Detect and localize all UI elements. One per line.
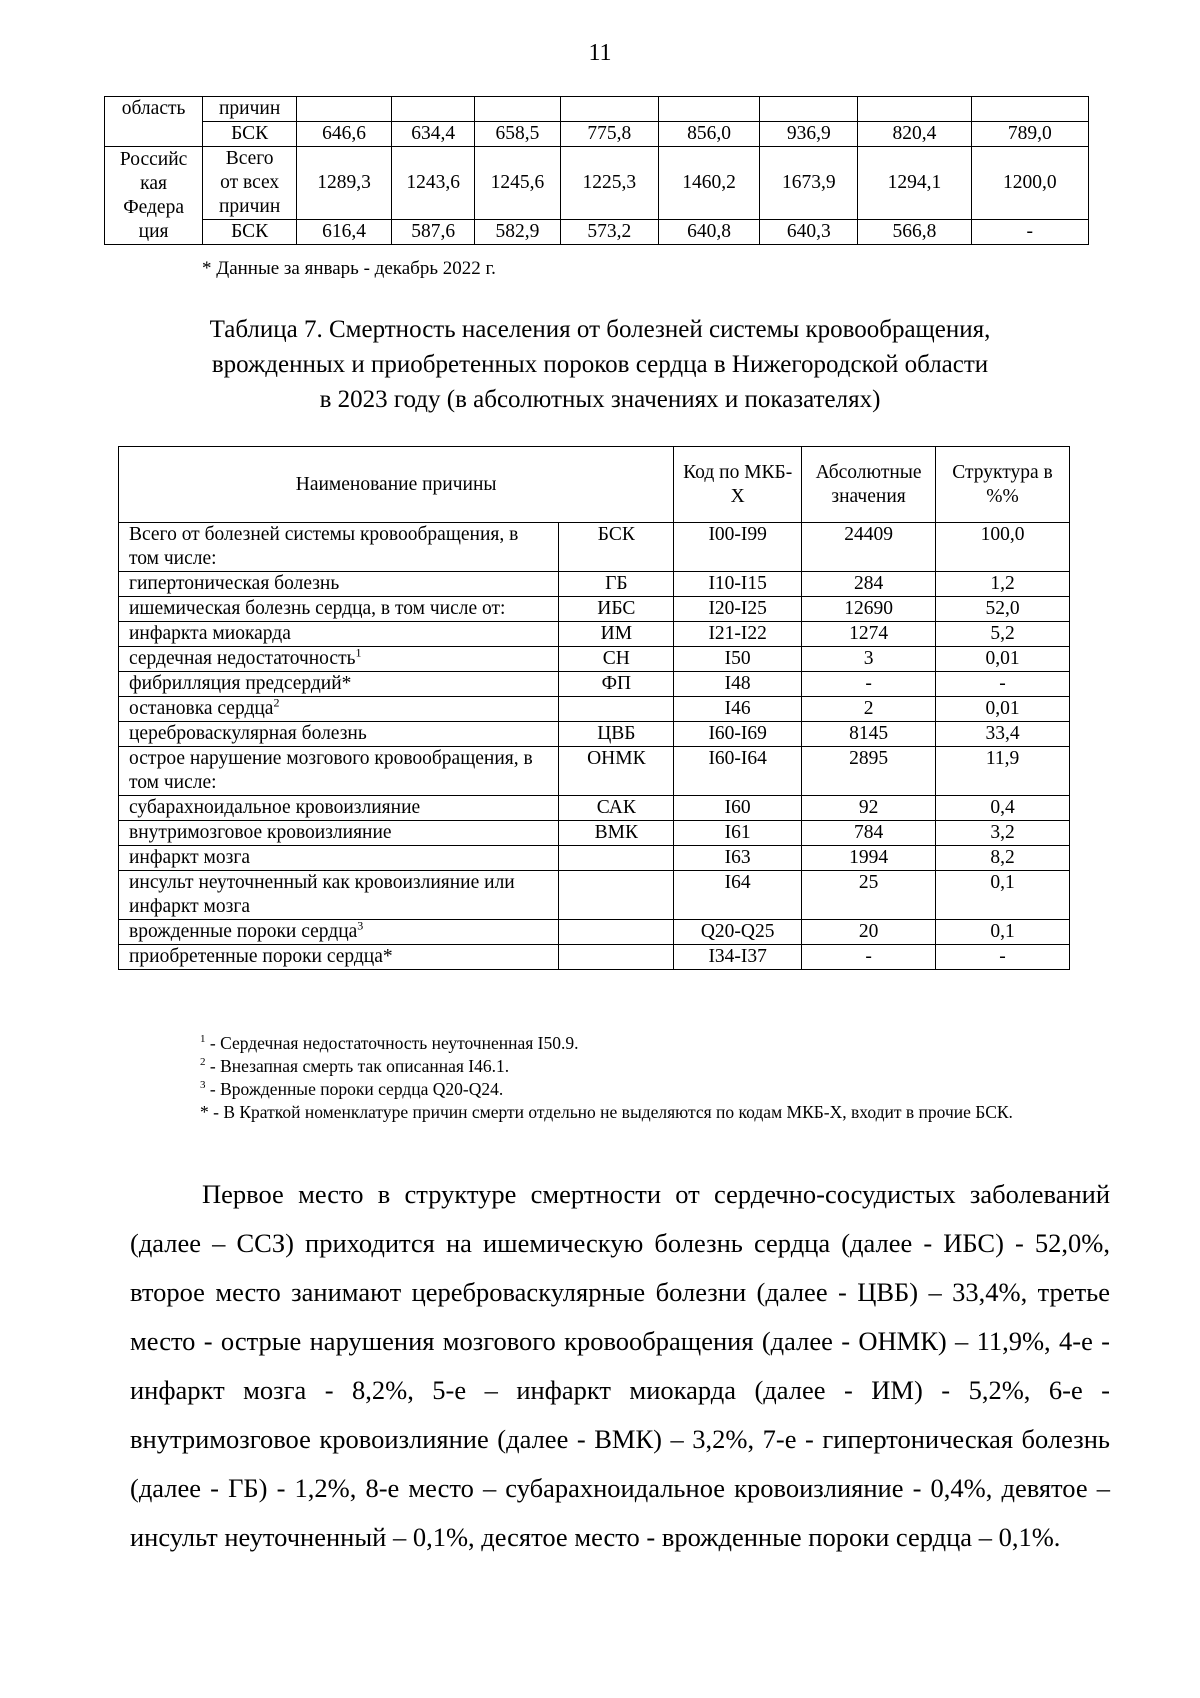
icd-code-cell: I21-I22 <box>674 622 802 647</box>
cause-name-cell: фибрилляция предсердий* <box>119 672 559 697</box>
structure-percent-cell: 8,2 <box>936 846 1070 871</box>
cause-name-cell: острое нарушение мозгового кровообращения, в том числе: <box>119 747 559 796</box>
abbr-cell: ГБ <box>559 572 674 597</box>
cause-cell: БСК <box>203 122 297 147</box>
structure-percent-cell: 52,0 <box>936 597 1070 622</box>
abbr-cell: ВМК <box>559 821 674 846</box>
value-cell: 640,8 <box>658 220 759 245</box>
abbr-cell: ОНМК <box>559 747 674 796</box>
absolute-value-cell: 25 <box>802 871 936 920</box>
structure-percent-cell: 3,2 <box>936 821 1070 846</box>
header-absolute: Абсолютные значения <box>802 447 936 523</box>
value-cell: 587,6 <box>392 220 475 245</box>
absolute-value-cell: - <box>802 672 936 697</box>
value-cell: - <box>971 220 1088 245</box>
table-row <box>119 796 1070 821</box>
value-cell: 820,4 <box>858 122 971 147</box>
value-cell: 1673,9 <box>760 147 858 220</box>
cause-name-cell: цереброваскулярная болезнь <box>119 722 559 747</box>
value-cell: 1294,1 <box>858 147 971 220</box>
table-row <box>119 920 1070 945</box>
value-cell: 634,4 <box>392 122 475 147</box>
body-paragraph: Первое место в структуре смертности от сердечно-сосудистых заболеваний (далее – ССЗ) приходится на ишемическую болезнь сердца (далее - ИБС) - 52,0%, второе место занимают цереброваскулярные болезни (далее - ЦВБ) – 33,4%, третье место - острые нарушения мозгового кровообращения (далее - ОНМК) – 11,9%, 4-е - инфаркт мозга - 8,2%, 5-е – инфаркт миокарда (далее - ИМ) - 5,2%, 6-е - внутримозговое кровоизлияние (далее - ВМК) – 3,2%, 7-е - гипертоническая болезнь (далее - ГБ) - 1,2%, 8-е место – субарахноидальное кровоизлияние - 0,4%, девятое – инсульт неуточненный – 0,1%, десятое место - врожденные пороки сердца – 0,1%. <box>130 1179 1110 1552</box>
abbr-cell: СН <box>559 647 674 672</box>
cause-name-cell: сердечная недостаточность$^1$ <box>119 647 559 672</box>
table-row <box>119 572 1070 597</box>
icd-code-cell: I61 <box>674 821 802 846</box>
value-cell: 775,8 <box>560 122 658 147</box>
icd-code-cell: I60-I69 <box>674 722 802 747</box>
footnote-3: $^3$ - Врожденные пороки сердца Q20-Q24. <box>200 1079 504 1099</box>
value-cell: 1460,2 <box>658 147 759 220</box>
abbr-cell: САК <box>559 796 674 821</box>
absolute-value-cell: 2 <box>802 697 936 722</box>
abbr-cell: ЦВБ <box>559 722 674 747</box>
table-row <box>119 647 1070 672</box>
absolute-value-cell: 24409 <box>802 523 936 572</box>
table-row <box>119 871 1070 920</box>
table-row <box>119 672 1070 697</box>
header-name: Наименование причины <box>119 447 674 523</box>
value-cell: 616,4 <box>297 220 392 245</box>
header-code: Код по МКБ-Х <box>674 447 802 523</box>
table-row <box>119 722 1070 747</box>
page-number: 11 <box>588 40 612 66</box>
structure-percent-cell: 11,9 <box>936 747 1070 796</box>
absolute-value-cell: 8145 <box>802 722 936 747</box>
structure-percent-cell: 0,01 <box>936 647 1070 672</box>
value-cell: 1289,3 <box>297 147 392 220</box>
table-row <box>119 697 1070 722</box>
table-7 <box>118 446 1070 970</box>
table-row <box>105 147 1089 220</box>
icd-code-cell: I64 <box>674 871 802 920</box>
structure-percent-cell: - <box>936 945 1070 970</box>
icd-code-cell: I48 <box>674 672 802 697</box>
structure-percent-cell: 0,1 <box>936 871 1070 920</box>
structure-percent-cell: 0,01 <box>936 697 1070 722</box>
table-6-note: * Данные за январь - декабрь 2022 г. <box>202 258 496 279</box>
cause-name-cell: внутримозговое кровоизлияние <box>119 821 559 846</box>
absolute-value-cell: 3 <box>802 647 936 672</box>
cause-cell: Всего от всех причин <box>203 147 297 220</box>
value-cell: 573,2 <box>560 220 658 245</box>
absolute-value-cell: 2895 <box>802 747 936 796</box>
abbr-cell <box>559 945 674 970</box>
abbr-cell: ИМ <box>559 622 674 647</box>
icd-code-cell: I46 <box>674 697 802 722</box>
structure-percent-cell: 100,0 <box>936 523 1070 572</box>
table-row <box>119 597 1070 622</box>
structure-percent-cell: 0,1 <box>936 920 1070 945</box>
cause-name-cell: ишемическая болезнь сердца, в том числе от: <box>119 597 559 622</box>
cause-name-cell: врожденные пороки сердца$^3$ <box>119 920 559 945</box>
table-row <box>119 945 1070 970</box>
icd-code-cell: I20-I25 <box>674 597 802 622</box>
absolute-value-cell: 784 <box>802 821 936 846</box>
cause-name-cell: инфаркта миокарда <box>119 622 559 647</box>
structure-percent-cell: 1,2 <box>936 572 1070 597</box>
value-cell: 936,9 <box>760 122 858 147</box>
table-row <box>105 122 1089 147</box>
structure-percent-cell: - <box>936 672 1070 697</box>
cause-name-cell: приобретенные пороки сердца* <box>119 945 559 970</box>
absolute-value-cell: 284 <box>802 572 936 597</box>
cause-name-cell: Всего от болезней системы кровообращения, в том числе: <box>119 523 559 572</box>
icd-code-cell: I10-I15 <box>674 572 802 597</box>
icd-code-cell: Q20-Q25 <box>674 920 802 945</box>
table-6-continuation <box>104 96 1089 245</box>
icd-code-cell: I60-I64 <box>674 747 802 796</box>
value-cell: 856,0 <box>658 122 759 147</box>
table-row <box>105 220 1089 245</box>
absolute-value-cell: 92 <box>802 796 936 821</box>
absolute-value-cell: 1274 <box>802 622 936 647</box>
absolute-value-cell: 20 <box>802 920 936 945</box>
cause-name-cell: гипертоническая болезнь <box>119 572 559 597</box>
value-cell: 1225,3 <box>560 147 658 220</box>
footnote-star: * - В Краткой номенклатуре причин смерти отдельно не выделяются по кодам МКБ-Х, входит в прочие БСК. <box>200 1102 1013 1122</box>
footnote-1: $^1$ - Сердечная недостаточность неуточненная I50.9. <box>200 1033 579 1053</box>
absolute-value-cell: 12690 <box>802 597 936 622</box>
table-row <box>119 846 1070 871</box>
cause-name-cell: остановка сердца$^2$ <box>119 697 559 722</box>
structure-percent-cell: 0,4 <box>936 796 1070 821</box>
table-header-row <box>119 447 1070 523</box>
cause-name-cell: инсульт неуточненный как кровоизлияние или инфаркт мозга <box>119 871 559 920</box>
table-row <box>105 97 1089 122</box>
cause-name-cell: инфаркт мозга <box>119 846 559 871</box>
value-cell: 658,5 <box>475 122 560 147</box>
abbr-cell: ИБС <box>559 597 674 622</box>
cause-cell: БСК <box>203 220 297 245</box>
value-cell: 566,8 <box>858 220 971 245</box>
footnote-2: $^2$ - Внезапная смерть так описанная I46.1. <box>200 1056 510 1076</box>
table-row <box>119 622 1070 647</box>
icd-code-cell: I50 <box>674 647 802 672</box>
icd-code-cell: I63 <box>674 846 802 871</box>
abbr-cell: ФП <box>559 672 674 697</box>
value-cell: 640,3 <box>760 220 858 245</box>
absolute-value-cell: - <box>802 945 936 970</box>
value-cell: 1200,0 <box>971 147 1088 220</box>
structure-percent-cell: 5,2 <box>936 622 1070 647</box>
value-cell: 1245,6 <box>475 147 560 220</box>
abbr-cell <box>559 920 674 945</box>
table-7-footnotes <box>130 1032 1110 1124</box>
region-cell: область <box>105 97 203 147</box>
value-cell: 1243,6 <box>392 147 475 220</box>
absolute-value-cell: 1994 <box>802 846 936 871</box>
abbr-cell <box>559 846 674 871</box>
value-cell: 582,9 <box>475 220 560 245</box>
value-cell: 789,0 <box>971 122 1088 147</box>
cause-cell: причин <box>203 97 297 122</box>
table-7-caption: Таблица 7. Смертность населения от болезней системы кровообращения, врожденных и приобретенных пороков сердца в Нижегородской области в 2023 году (в абсолютных значениях и показателях) <box>209 316 991 413</box>
structure-percent-cell: 33,4 <box>936 722 1070 747</box>
abbr-cell <box>559 871 674 920</box>
abbr-cell: БСК <box>559 523 674 572</box>
icd-code-cell: I34-I37 <box>674 945 802 970</box>
table-row <box>119 523 1070 572</box>
value-cell: 646,6 <box>297 122 392 147</box>
abbr-cell <box>559 697 674 722</box>
icd-code-cell: I60 <box>674 796 802 821</box>
table-row <box>119 747 1070 796</box>
icd-code-cell: I00-I99 <box>674 523 802 572</box>
table-row <box>119 821 1070 846</box>
cause-name-cell: субарахноидальное кровоизлияние <box>119 796 559 821</box>
header-structure: Структура в %% <box>936 447 1070 523</box>
region-cell: Российс кая Федера ция <box>105 147 203 245</box>
